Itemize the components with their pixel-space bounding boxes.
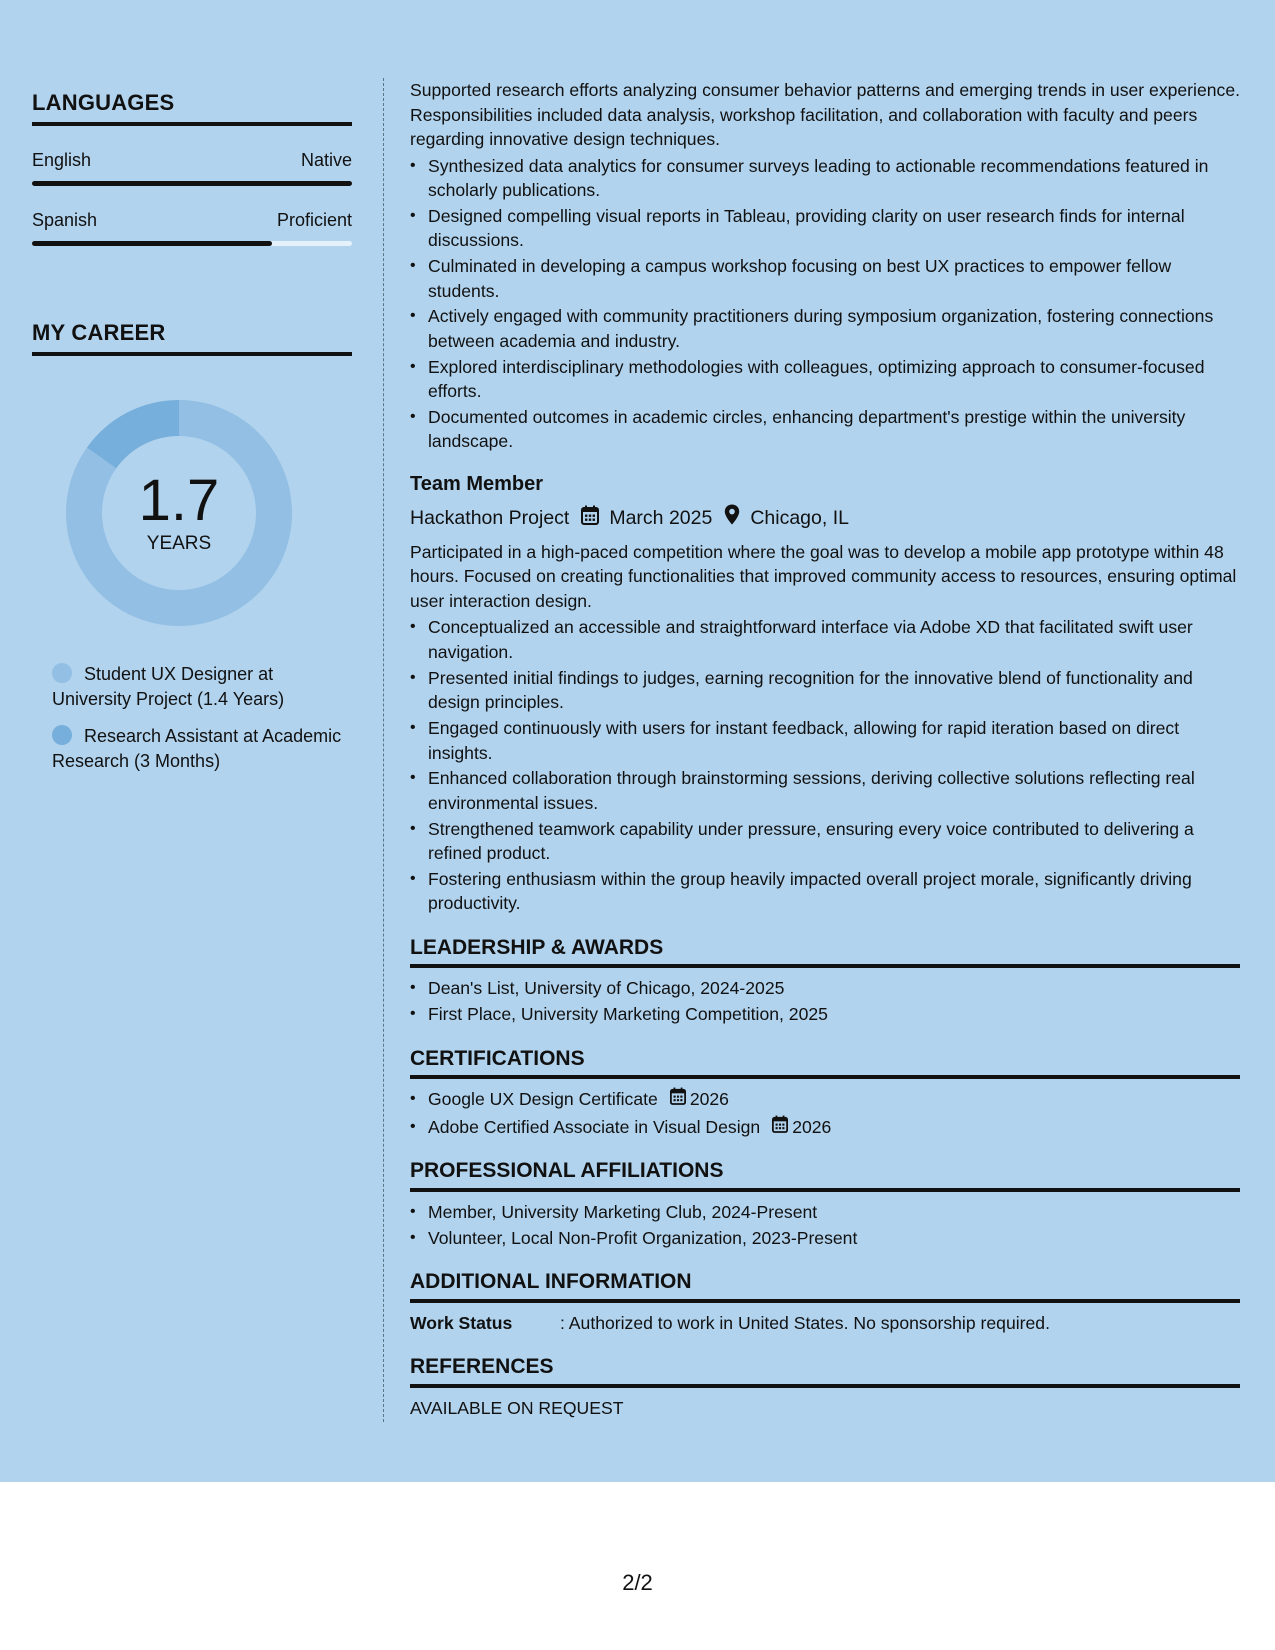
legend-label: Research Assistant at Academic Research (3 Months) bbox=[52, 726, 342, 771]
language-name: English bbox=[32, 150, 92, 170]
award-item: • Dean's List, University of Chicago, 2024-2025 bbox=[410, 976, 1240, 1001]
certification-item bbox=[410, 1115, 1240, 1140]
affiliations-heading: PROFESSIONAL AFFILIATIONS bbox=[410, 1159, 1240, 1192]
language-item bbox=[32, 150, 352, 186]
experience-summary: Supported research efforts analyzing consumer behavior patterns and emerging trends in user experience. Responsibilities included data analysis, workshop facilitation, and collaboration with faculty and peers regarding innovative design techniques. bbox=[410, 80, 1240, 149]
job-date: March 2025 bbox=[609, 506, 713, 529]
language-level: Native bbox=[300, 150, 352, 170]
certifications-section bbox=[410, 1047, 1240, 1140]
bullet-item: • Synthesized data analytics for consumer surveys leading to actionable recommendations featured in scholarly publications. bbox=[410, 154, 1240, 203]
calendar-icon bbox=[772, 1115, 788, 1140]
language-proficiency-bar bbox=[32, 241, 352, 246]
certification-year: 2026 bbox=[792, 1116, 832, 1137]
award-item: • First Place, University Marketing Competition, 2025 bbox=[410, 1002, 1240, 1027]
references-section bbox=[410, 1355, 1240, 1420]
job-meta bbox=[410, 504, 1240, 532]
location-pin-icon bbox=[724, 504, 740, 532]
bullet-item: • Culminated in developing a campus workshop focusing on best UX practices to empower fellow students. bbox=[410, 254, 1240, 303]
job-bullets bbox=[410, 615, 1240, 915]
job-organization: Hackathon Project bbox=[410, 506, 570, 529]
bullet-item: • Documented outcomes in academic circles, enhancing department's prestige within the university landscape. bbox=[410, 405, 1240, 454]
affiliation-item: • Volunteer, Local Non-Profit Organization, 2023-Present bbox=[410, 1226, 1240, 1251]
legend-item bbox=[52, 724, 342, 774]
additional-info-section bbox=[410, 1270, 1240, 1335]
career-total-unit: YEARS bbox=[146, 533, 212, 554]
page-number: 2/2 bbox=[622, 1570, 653, 1595]
calendar-icon bbox=[670, 1087, 686, 1112]
certification-year: 2026 bbox=[689, 1089, 729, 1110]
certifications-heading: CERTIFICATIONS bbox=[410, 1047, 1240, 1080]
legend-item bbox=[52, 662, 342, 712]
experience-bullets bbox=[410, 154, 1240, 454]
certification-name: • Google UX Design Certificate bbox=[428, 1089, 658, 1110]
additional-info-heading: ADDITIONAL INFORMATION bbox=[410, 1270, 1240, 1303]
bullet-item: • Fostering enthusiasm within the group heavily impacted overall project morale, significantly driving productivity. bbox=[410, 867, 1240, 916]
language-item bbox=[32, 210, 352, 246]
bullet-item: • Strengthened teamwork capability under pressure, ensuring every voice contributed to delivering a refined product. bbox=[410, 817, 1240, 866]
job-summary: Participated in a high-paced competition where the goal was to develop a mobile app prototype within 48 hours. Focused on creating functionalities that improved community access to resources, ensuring optimal user interaction design. bbox=[410, 541, 1237, 611]
language-name: Spanish bbox=[32, 210, 98, 230]
career-total-years: 1.7 bbox=[138, 468, 220, 533]
references-text: AVAILABLE ON REQUEST bbox=[410, 1397, 624, 1418]
certification-item bbox=[410, 1087, 1240, 1112]
legend-dot bbox=[52, 663, 72, 683]
column-divider bbox=[383, 78, 384, 1422]
language-proficiency-bar bbox=[32, 181, 352, 186]
awards-section bbox=[410, 936, 1240, 1027]
awards-heading: LEADERSHIP & AWARDS bbox=[410, 936, 1240, 969]
language-proficiency-fill bbox=[32, 181, 352, 186]
certification-name: • Adobe Certified Associate in Visual Design bbox=[428, 1116, 761, 1137]
career-heading: MY CAREER bbox=[32, 320, 352, 356]
bullet-item: • Presented initial findings to judges, earning recognition for the innovative blend of functionality and design principles. bbox=[410, 666, 1240, 715]
job-title: Team Member bbox=[410, 472, 544, 495]
calendar-icon bbox=[581, 505, 599, 532]
legend-label: Student UX Designer at University Project (1.4 Years) bbox=[52, 664, 285, 709]
work-status-row bbox=[410, 1311, 1240, 1336]
work-status-label: Work Status bbox=[410, 1312, 513, 1333]
bullet-item: • Explored interdisciplinary methodologies with colleagues, optimizing approach to consumer-focused efforts. bbox=[410, 355, 1240, 404]
job-location: Chicago, IL bbox=[750, 506, 849, 529]
left-column bbox=[32, 90, 352, 786]
affiliations-section bbox=[410, 1159, 1240, 1250]
legend-dot bbox=[52, 725, 72, 745]
bullet-item: • Conceptualized an accessible and straightforward interface via Adobe XD that facilitated swift user navigation. bbox=[410, 615, 1240, 664]
career-donut-chart bbox=[66, 400, 292, 626]
language-level: Proficient bbox=[276, 210, 352, 230]
right-column bbox=[410, 78, 1240, 1420]
bullet-item: • Engaged continuously with users for instant feedback, allowing for rapid iteration based on direct insights. bbox=[410, 716, 1240, 765]
affiliation-item: • Member, University Marketing Club, 2024-Present bbox=[410, 1200, 1240, 1225]
career-legend bbox=[52, 662, 352, 774]
languages-heading: LANGUAGES bbox=[32, 90, 352, 126]
references-heading: REFERENCES bbox=[410, 1355, 1240, 1388]
work-status-value: : Authorized to work in United States. No sponsorship required. bbox=[560, 1312, 1050, 1333]
bullet-item: • Enhanced collaboration through brainstorming sessions, deriving collective solutions reflecting real environmental issues. bbox=[410, 766, 1240, 815]
bullet-item: • Actively engaged with community practitioners during symposium organization, fostering connections between academia and industry. bbox=[410, 304, 1240, 353]
language-proficiency-fill bbox=[32, 241, 272, 246]
bullet-item: • Designed compelling visual reports in Tableau, providing clarity on user research finds for internal discussions. bbox=[410, 204, 1240, 253]
